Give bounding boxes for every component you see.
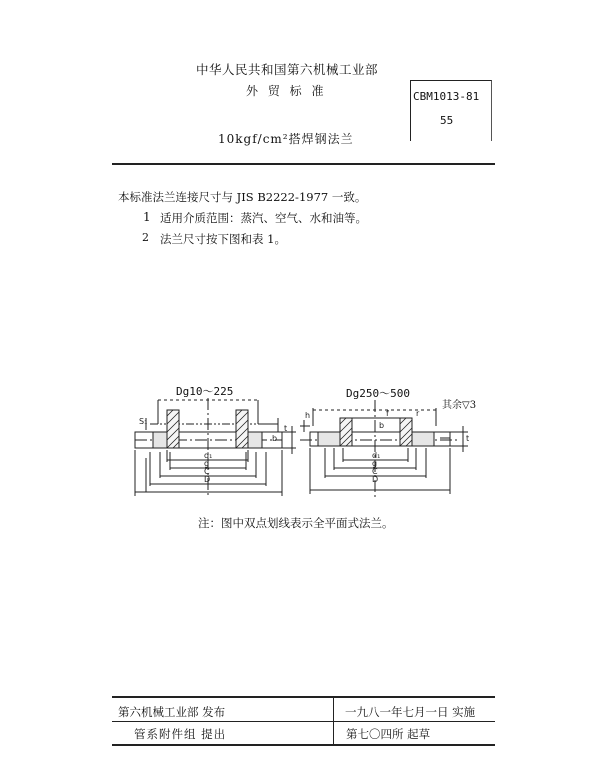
document-title: 10kgf/cm²搭焊钢法兰 — [218, 132, 354, 146]
surface-finish-note: 其余▽3 — [442, 400, 477, 411]
effective-date: 一九八一年七月一日 实施 — [345, 705, 476, 719]
left-figure-label: Dg10～225 — [176, 385, 234, 398]
dim-g: g — [204, 459, 210, 468]
dim-d: D — [204, 475, 211, 484]
standard-code: CBM1013-81 — [413, 90, 480, 103]
dim-t: t — [284, 424, 288, 433]
item-number: 1 — [143, 210, 151, 224]
standard-subcode: 55 — [440, 114, 454, 127]
footer-rule-middle — [112, 721, 495, 722]
dim-t: t — [466, 434, 470, 443]
drafter: 第七〇四所 起草 — [346, 727, 431, 741]
dim-d: D — [372, 475, 379, 484]
dim-c: C — [204, 467, 210, 476]
standard-category: 外 贸 标 准 — [246, 84, 327, 98]
dim-h: h — [305, 411, 311, 420]
item-text: 适用介质范围：蒸汽、空气、水和油等。 — [160, 211, 367, 225]
footer-rule-bottom — [112, 744, 495, 746]
dim-c: C — [372, 467, 378, 476]
dim-b: b — [379, 421, 385, 430]
dim-s1: S₁ — [139, 417, 148, 426]
item-text: 法兰尺寸按下图和表 1。 — [160, 232, 286, 246]
footer-divider — [333, 696, 334, 746]
figure-note: 注：图中双点划线表示全平面式法兰。 — [198, 516, 394, 530]
dim-b: b — [272, 434, 278, 443]
issued-by: 第六机械工业部 发布 — [118, 705, 226, 719]
dim-d1: d₁ — [372, 451, 381, 460]
item-number: 2 — [142, 231, 149, 244]
dim-d1: d₁ — [204, 451, 213, 460]
dim-r: r — [416, 409, 420, 418]
proposer: 管系附件组 提出 — [134, 727, 227, 741]
issuer-name: 中华人民共和国第六机械工业部 — [196, 62, 379, 77]
footer-rule-top — [112, 696, 495, 698]
dim-g: g — [372, 459, 378, 468]
dim-f: f — [386, 409, 389, 418]
right-figure-label: Dg250～500 — [346, 387, 410, 400]
intro-paragraph: 本标准法兰连接尺寸与 JIS B2222-1977 一致。 — [118, 190, 367, 204]
